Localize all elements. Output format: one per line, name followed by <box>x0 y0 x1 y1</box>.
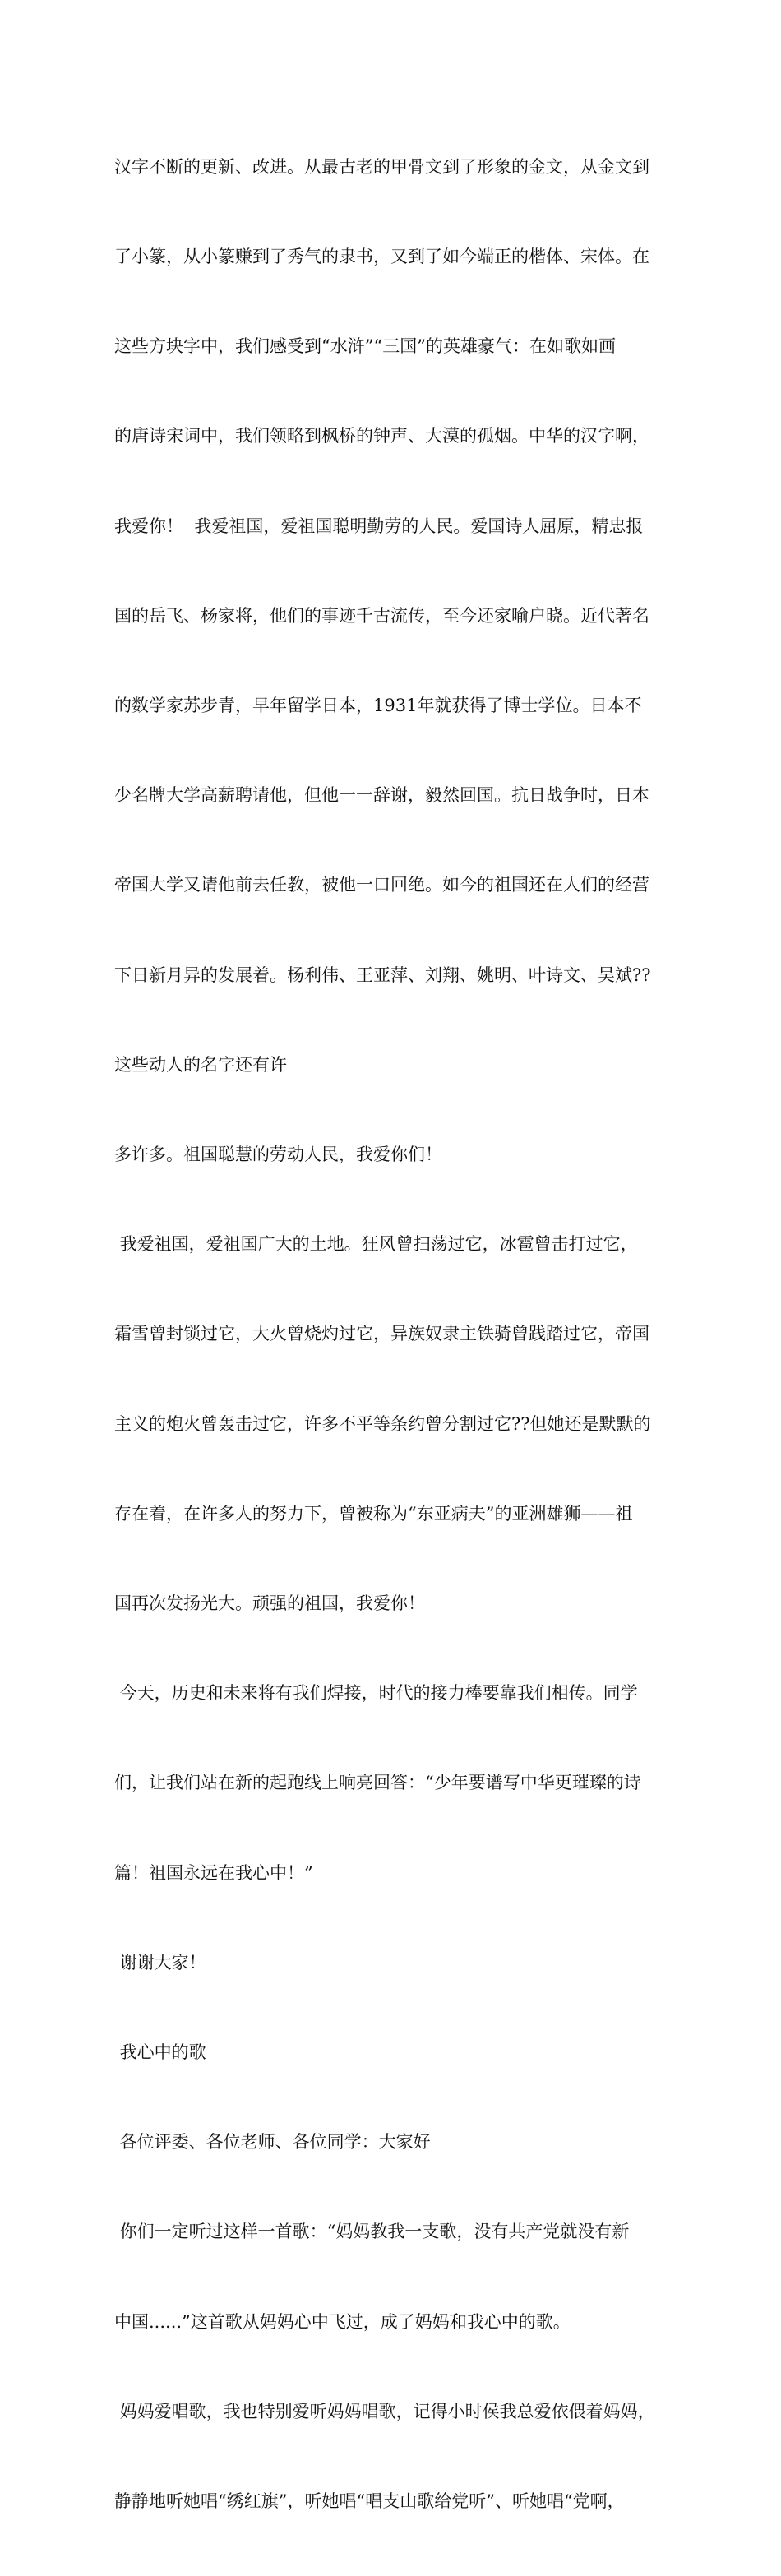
text-line: 我爱你！ 我爱祖国，爱祖国聪明勤劳的人民。爱国诗人屈原，精忠报 <box>114 516 644 536</box>
text-line: 谢谢大家！ <box>114 1952 206 1972</box>
text-line: 帝国大学又请他前去任教，被他一口回绝。如今的祖国还在人们的经营 <box>114 875 649 895</box>
text-line: 霜雪曾封锁过它，大火曾烧灼过它，异族奴隶主铁骑曾践踏过它，帝国 <box>114 1324 649 1344</box>
text-line: 这些方块字中，我们感受到“水浒”“三国”的英雄豪气：在如歌如画 <box>114 336 616 357</box>
text-line: 这些动人的名字还有许 <box>114 1054 287 1075</box>
text-line: 了小篆，从小篆赚到了秀气的隶书，又到了如今端正的楷体、宋体。在 <box>114 247 649 267</box>
text-line: 今天，历史和未来将有我们焊接，时代的接力棒要靠我们相传。同学 <box>114 1683 638 1704</box>
text-line: 多许多。祖国聪慧的劳动人民，我爱你们！ <box>114 1145 442 1165</box>
text-line: 各位评委、各位老师、各位同学：大家好 <box>114 2132 431 2153</box>
text-line: 的数学家苏步青，早年留学日本，1931年就获得了博士学位。日本不 <box>114 696 642 716</box>
text-line: 主义的炮火曾轰击过它，许多不平等条约曾分割过它??但她还是默默的 <box>114 1413 651 1434</box>
document-body-text <box>114 92 673 2576</box>
text-line: 存在着，在许多人的努力下，曾被称为“东亚病夫”的亚洲雄狮——祖 <box>114 1503 633 1524</box>
text-line: 篇！祖国永远在我心中！” <box>114 1862 313 1883</box>
text-line: 下日新月异的发展着。杨利伟、王亚萍、刘翔、姚明、叶诗文、吴斌?? <box>114 964 651 985</box>
text-line: 你们一定听过这样一首歌：“妈妈教我一支歌，没有共产党就没有新 <box>114 2222 630 2242</box>
text-line: 的唐诗宋词中，我们领略到枫桥的钟声、大漠的孤烟。中华的汉字啊， <box>114 426 649 446</box>
text-line: 静静地听她唱“绣红旗”，听她唱“唱支山歌给党听”、听她唱“党啊， <box>114 2491 625 2512</box>
text-line: 少名牌大学高薪聘请他，但他一一辞谢，毅然回国。抗日战争时，日本 <box>114 785 649 806</box>
text-line: 我爱祖国，爱祖国广大的土地。狂风曾扫荡过它，冰雹曾击打过它， <box>114 1234 638 1255</box>
text-line: 们，让我们站在新的起跑线上响亮回答：“少年要谱写中华更璀璨的诗 <box>114 1773 641 1793</box>
text-line: 我心中的歌 <box>114 2042 206 2063</box>
text-line: 汉字不断的更新、改进。从最古老的甲骨文到了形象的金文，从金文到 <box>114 156 649 177</box>
text-line: 妈妈爱唱歌，我也特别爱听妈妈唱歌，记得小时侯我总爱依偎着妈妈， <box>114 2401 655 2421</box>
text-line: 国再次发扬光大。顽强的祖国，我爱你！ <box>114 1593 425 1614</box>
text-line: 中国......”这首歌从妈妈心中飞过，成了妈妈和我心中的歌。 <box>114 2311 571 2332</box>
text-line: 国的岳飞、杨家将，他们的事迹千古流传，至今还家喻户晓。近代著名 <box>114 605 649 626</box>
